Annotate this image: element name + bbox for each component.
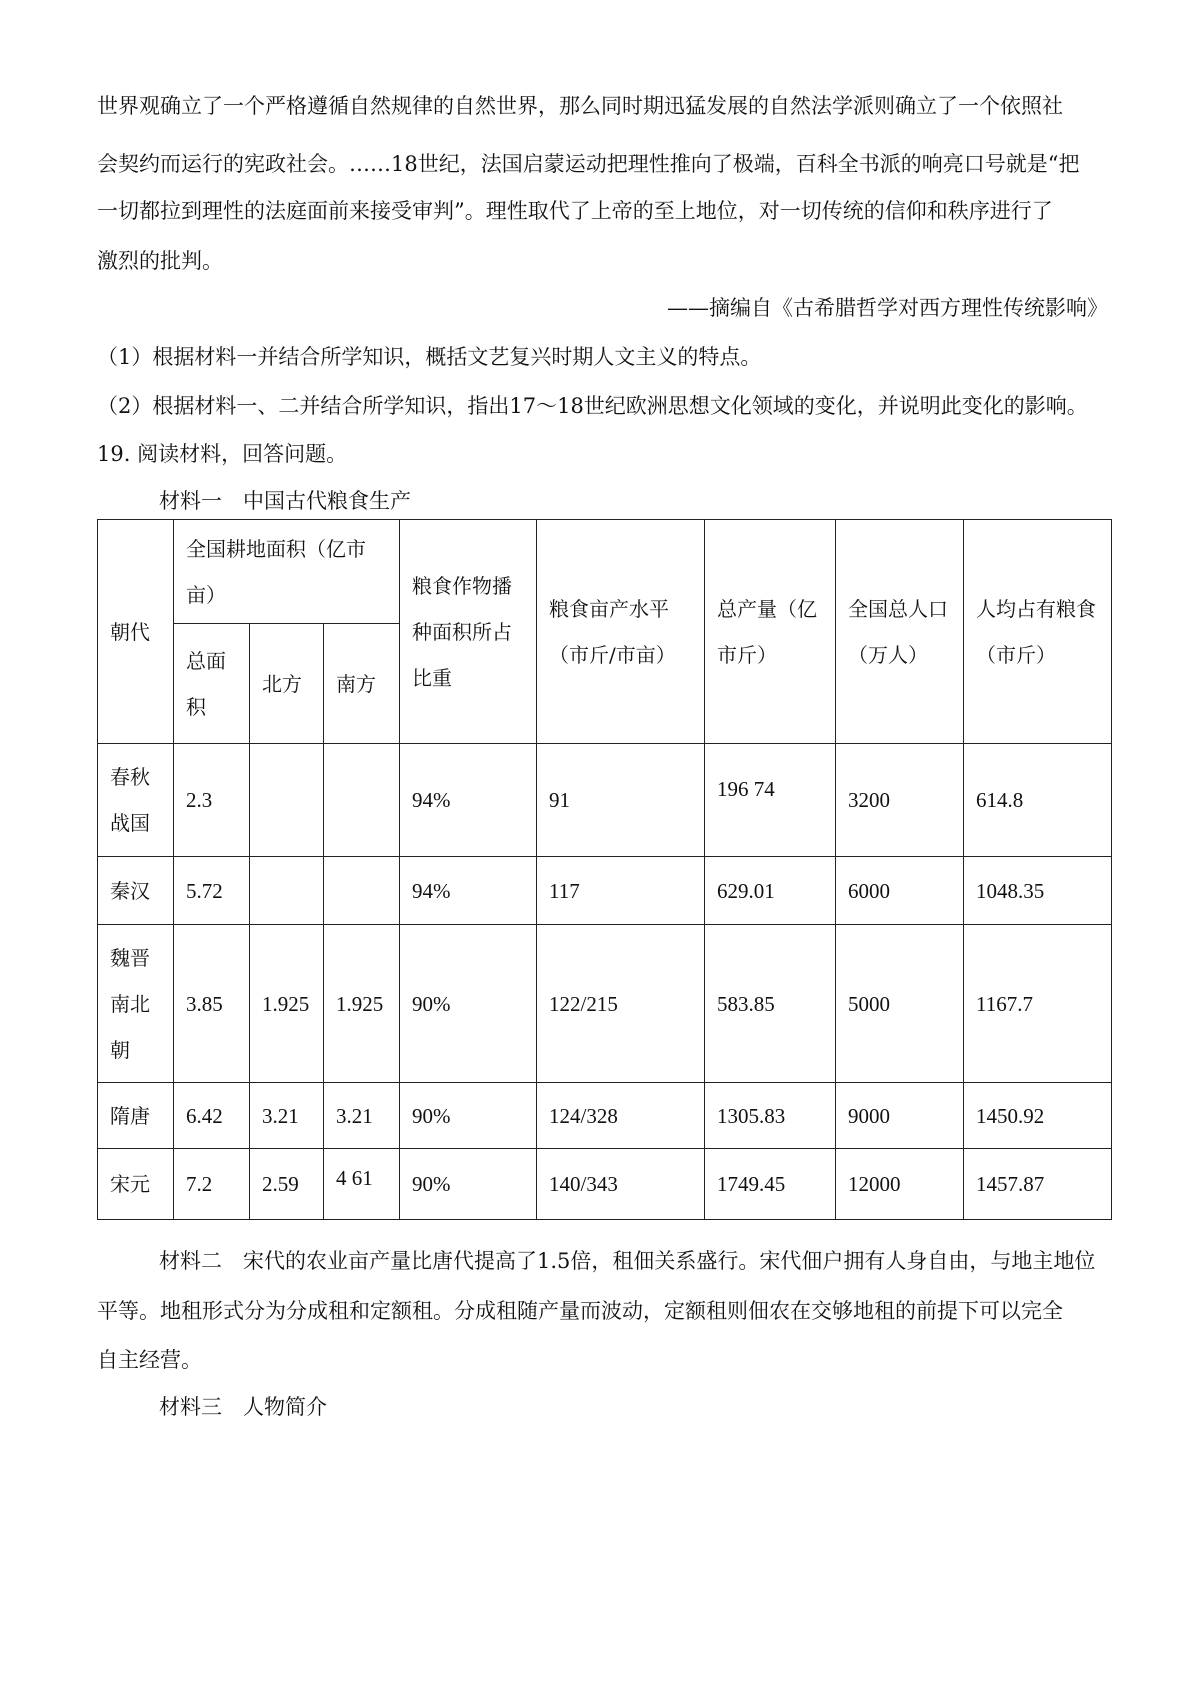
cell-dynasty: 魏晋南北朝	[98, 925, 174, 1083]
cell-grain-ratio: 90%	[400, 925, 537, 1083]
cell-grain-ratio: 94%	[400, 857, 537, 925]
header-north: 北方	[250, 624, 324, 744]
source-note: ——摘编自《古希腊哲学对西方理性传统影响》	[667, 296, 1108, 320]
header-total-area: 总面积	[174, 624, 250, 744]
cell-north	[250, 744, 324, 857]
material-1-title: 材料一 中国古代粮食生产	[159, 489, 411, 513]
header-farmland-area: 全国耕地面积（亿市亩）	[174, 520, 400, 624]
cell-total-output: 583.85	[705, 925, 836, 1083]
table-row	[98, 1149, 1112, 1220]
cell-grain-ratio: 94%	[400, 744, 537, 857]
header-total-output: 总产量（亿市斤）	[705, 520, 836, 744]
cell-north: 3.21	[250, 1083, 324, 1149]
table-row	[98, 857, 1112, 925]
header-per-capita: 人均占有粮食（市斤）	[964, 520, 1112, 744]
header-yield-per-mu: 粮食亩产水平（市斤/市亩）	[537, 520, 705, 744]
cell-yield: 117	[537, 857, 705, 925]
passage-line: 会契约而运行的宪政社会。……18世纪，法国启蒙运动把理性推向了极端，百科全书派的响亮口号就是“把	[97, 152, 1080, 176]
table-row	[98, 1083, 1112, 1149]
cell-south	[324, 857, 400, 925]
cell-dynasty: 春秋战国	[98, 744, 174, 857]
cell-dynasty: 秦汉	[98, 857, 174, 925]
cell-north: 2.59	[250, 1149, 324, 1220]
cell-yield: 122/215	[537, 925, 705, 1083]
cell-grain-ratio: 90%	[400, 1149, 537, 1220]
header-grain-ratio: 粮食作物播种面积所占比重	[400, 520, 537, 744]
cell-north	[250, 857, 324, 925]
cell-per-capita: 1167.7	[964, 925, 1112, 1083]
cell-dynasty: 宋元	[98, 1149, 174, 1220]
cell-per-capita: 1457.87	[964, 1149, 1112, 1220]
cell-total-output: 1305.83	[705, 1083, 836, 1149]
cell-total-output: 1749.45	[705, 1149, 836, 1220]
cell-total-output: 629.01	[705, 857, 836, 925]
cell-per-capita: 1048.35	[964, 857, 1112, 925]
passage-line: 一切都拉到理性的法庭面前来接受审判”。理性取代了上帝的至上地位，对一切传统的信仰和秩序进行了	[97, 199, 1053, 223]
cell-total-area: 5.72	[174, 857, 250, 925]
cell-total-area: 7.2	[174, 1149, 250, 1220]
material-2-line: 自主经营。	[97, 1348, 202, 1372]
cell-south: 4 61	[324, 1149, 400, 1220]
cell-total-area: 3.85	[174, 925, 250, 1083]
cell-total-output: 196 74	[705, 744, 836, 857]
question-1: （1）根据材料一并结合所学知识，概括文艺复兴时期人文主义的特点。	[97, 345, 762, 369]
cell-population: 6000	[836, 857, 964, 925]
cell-population: 12000	[836, 1149, 964, 1220]
cell-population: 3200	[836, 744, 964, 857]
cell-population: 5000	[836, 925, 964, 1083]
passage-line: 世界观确立了一个严格遵循自然规律的自然世界，那么同时期迅猛发展的自然法学派则确立了一个依照社	[97, 94, 1063, 118]
header-population: 全国总人口（万人）	[836, 520, 964, 744]
cell-population: 9000	[836, 1083, 964, 1149]
cell-grain-ratio: 90%	[400, 1083, 537, 1149]
cell-south: 1.925	[324, 925, 400, 1083]
grain-production-table	[97, 519, 1112, 1220]
table-row	[98, 744, 1112, 857]
material-2-line: 材料二 宋代的农业亩产量比唐代提高了1.5倍，租佃关系盛行。宋代佃户拥有人身自由，与地主地位	[159, 1249, 1096, 1273]
cell-per-capita: 614.8	[964, 744, 1112, 857]
cell-south	[324, 744, 400, 857]
table-row	[98, 925, 1112, 1083]
material-3-title: 材料三 人物简介	[159, 1395, 327, 1419]
cell-yield: 91	[537, 744, 705, 857]
passage-line: 激烈的批判。	[97, 249, 223, 273]
cell-yield: 140/343	[537, 1149, 705, 1220]
cell-dynasty: 隋唐	[98, 1083, 174, 1149]
cell-south: 3.21	[324, 1083, 400, 1149]
header-south: 南方	[324, 624, 400, 744]
question-19-heading: 19. 阅读材料，回答问题。	[97, 442, 348, 466]
question-2: （2）根据材料一、二并结合所学知识，指出17～18世纪欧洲思想文化领域的变化，并说明此变化的影响。	[97, 394, 1088, 418]
table-header-row	[98, 520, 1112, 624]
material-2-line: 平等。地租形式分为分成租和定额租。分成租随产量而波动，定额租则佃农在交够地租的前提下可以完全	[97, 1299, 1063, 1323]
cell-total-area: 6.42	[174, 1083, 250, 1149]
cell-total-area: 2.3	[174, 744, 250, 857]
header-dynasty: 朝代	[98, 520, 174, 744]
cell-yield: 124/328	[537, 1083, 705, 1149]
cell-per-capita: 1450.92	[964, 1083, 1112, 1149]
cell-north: 1.925	[250, 925, 324, 1083]
